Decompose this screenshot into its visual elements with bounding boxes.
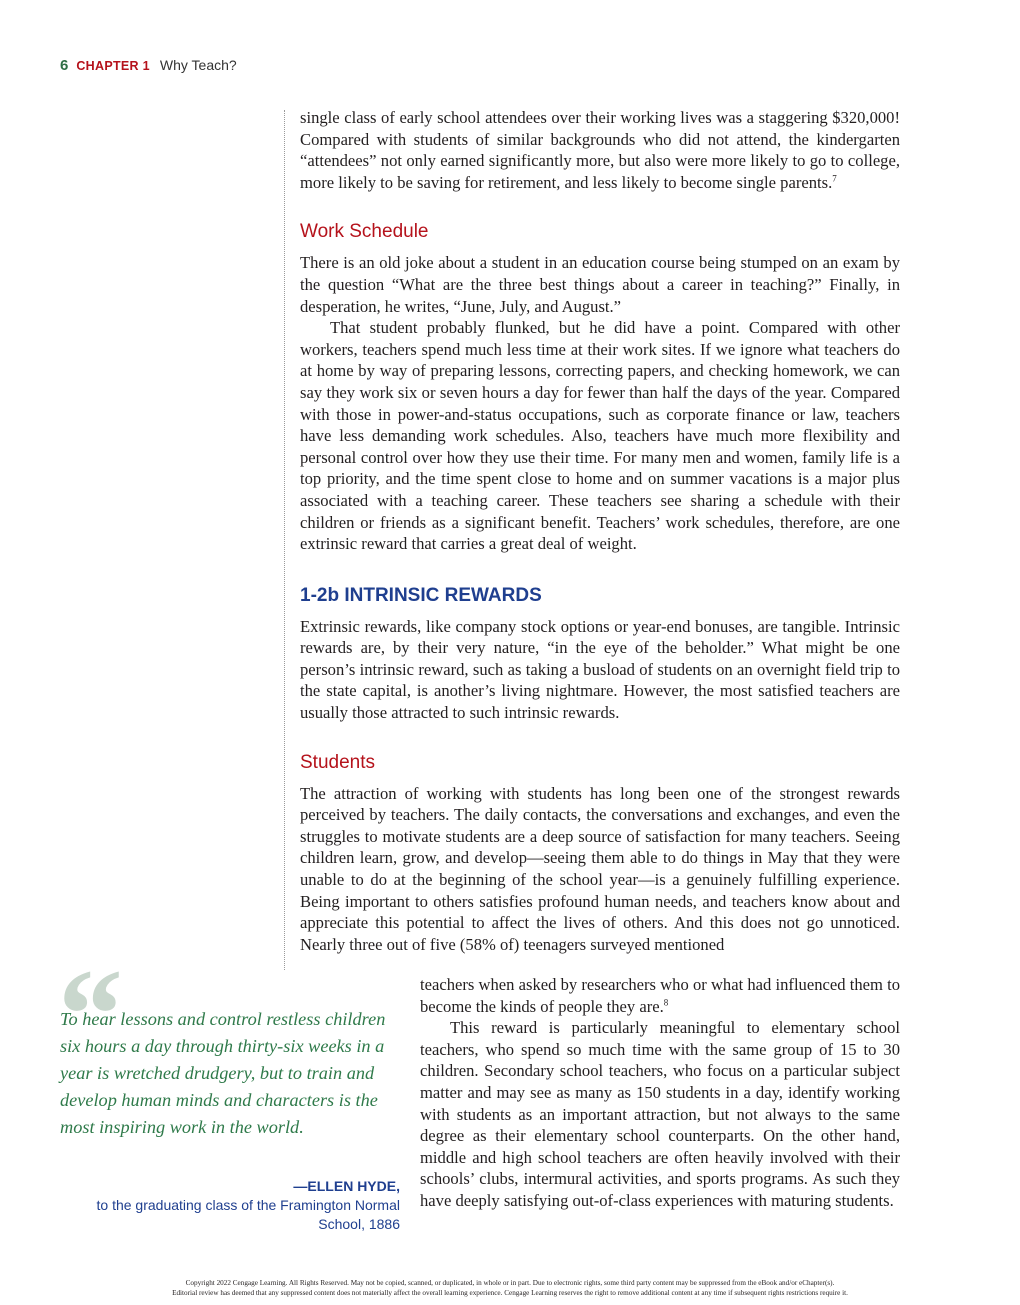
copyright-line-2: Editorial review has deemed that any suppressed content does not materially affect the overall learning experience. Cengage Learning reserves the right to remove additional content at any time if subsequent rights restrictions require it. bbox=[172, 1289, 848, 1297]
section-heading-intrinsic-rewards: 1-2b INTRINSIC REWARDS bbox=[300, 584, 542, 606]
work-schedule-paragraph-1: There is an old joke about a student in an education course being stumped on an exam by the question “What are the three best things about a career in teaching?” Finally, in desperation, he writes, “June, July, and August.” bbox=[300, 253, 900, 316]
copyright-footer bbox=[80, 1278, 940, 1298]
work-schedule-paragraph-2: That student probably flunked, but he did have a point. Compared with other workers, teachers spend much less time at their work sites. If we ignore what teachers do at home by way of preparing lessons, correcting papers, and checking homework, we can say they work six or seven hours a day for fewer than half the days of the year. Compared with those in power-and-status occupations, such as corporate finance or law, teachers have less demanding work schedules. Also, teachers have much more flexibility and personal control over how they use their time. For many men and women, family life is a top priority, and the time spent close to home and on summer vacations is a major plus associated with a teaching career. These teachers see sharing a schedule with their children or friends as a significant benefit. Teachers’ work schedules, therefore, are one extrinsic reward that carries a great deal of weight. bbox=[300, 318, 900, 554]
quotation-mark-icon: “ bbox=[58, 943, 123, 1087]
lower-text-column bbox=[420, 974, 900, 1212]
main-text-column bbox=[300, 107, 900, 955]
subheading-students: Students bbox=[300, 751, 375, 773]
chapter-label: CHAPTER 1 bbox=[76, 59, 150, 73]
margin-dotted-rule bbox=[284, 110, 285, 970]
pull-quote: To hear lessons and control restless children six hours a day through thirty-six weeks in a year is wretched drudgery, but to train and develop human minds and characters is the most inspiring work in the world. bbox=[60, 1009, 386, 1137]
endnote-marker: 8 bbox=[663, 997, 669, 1008]
page-number: 6 bbox=[60, 57, 69, 74]
endnote-marker: 7 bbox=[832, 173, 837, 184]
intrinsic-paragraph-1: Extrinsic rewards, like company stock options or year-end bonuses, are tangible. Intrinsic rewards are, by their very nature, “in the eye of the beholder.” What might be one person’s intrinsic reward, such as taking a busload of students on an overnight field trip to the state capital, is another’s living nightmare. However, the most satisfied teachers are usually those attracted to such intrinsic rewards. bbox=[300, 616, 900, 723]
students-paragraph-2: This reward is particularly meaningful to elementary school teachers, who spend so much time with the same group of 15 to 30 children. Secondary school teachers, who focus on a particular subject matter and may see as many as 150 students in a day, identify working with students as an important attraction, but not always to the same degree as their elementary school counterparts. On the other hand, middle and high school teachers are often heavily involved with their schools’ clubs, intermural activities, and sports programs. As such they have deeply satisfying out-of-class experiences with maturing students. bbox=[420, 1018, 900, 1210]
quote-source: to the graduating class of the Framington Normal School, 1886 bbox=[96, 1197, 400, 1232]
chapter-title: Why Teach? bbox=[159, 57, 237, 73]
students-paragraph-1-lower bbox=[420, 974, 900, 1017]
running-head bbox=[60, 57, 237, 74]
subheading-work-schedule: Work Schedule bbox=[300, 221, 429, 243]
intro-paragraph bbox=[300, 107, 900, 193]
students-paragraph-1-upper: The attraction of working with students has long been one of the strongest rewards perceived by teachers. The daily contacts, the conversations and exchanges, and even the struggles to motivate students are a deep source of satisfaction for many teachers. Seeing children learn, grow, and develop—seeing them able to do things in May that they were unable to do at the beginning of the school year—is a genuinely fulfilling experience. Being important to others satisfies profound human needs, and teachers know about and appreciate this potential to affect the lives of others. And this does not go unnoticed. Nearly three out of five (58% of) teenagers surveyed mentioned bbox=[300, 783, 900, 954]
quote-author: —ELLEN HYDE, bbox=[293, 1178, 400, 1194]
students-paragraph-1-lower-text: teachers when asked by researchers who or what had influenced them to become the kinds of people they are. bbox=[420, 975, 900, 1016]
copyright-line-1: Copyright 2022 Cengage Learning. All Rights Reserved. May not be copied, scanned, or duplicated, in whole or in part. Due to electronic rights, some third party content may be suppressed from the eBook and/or eChapter(s). bbox=[185, 1279, 835, 1287]
intro-text: single class of early school attendees over their working lives was a staggering $320,000! Compared with students of similar backgrounds who did not attend, the kindergarten “attendees” not only earned significantly more, but also were more likely to go to college, more likely to be saving for retirement, and less likely to become single parents. bbox=[300, 108, 900, 192]
pull-quote-attribution bbox=[60, 1176, 400, 1234]
